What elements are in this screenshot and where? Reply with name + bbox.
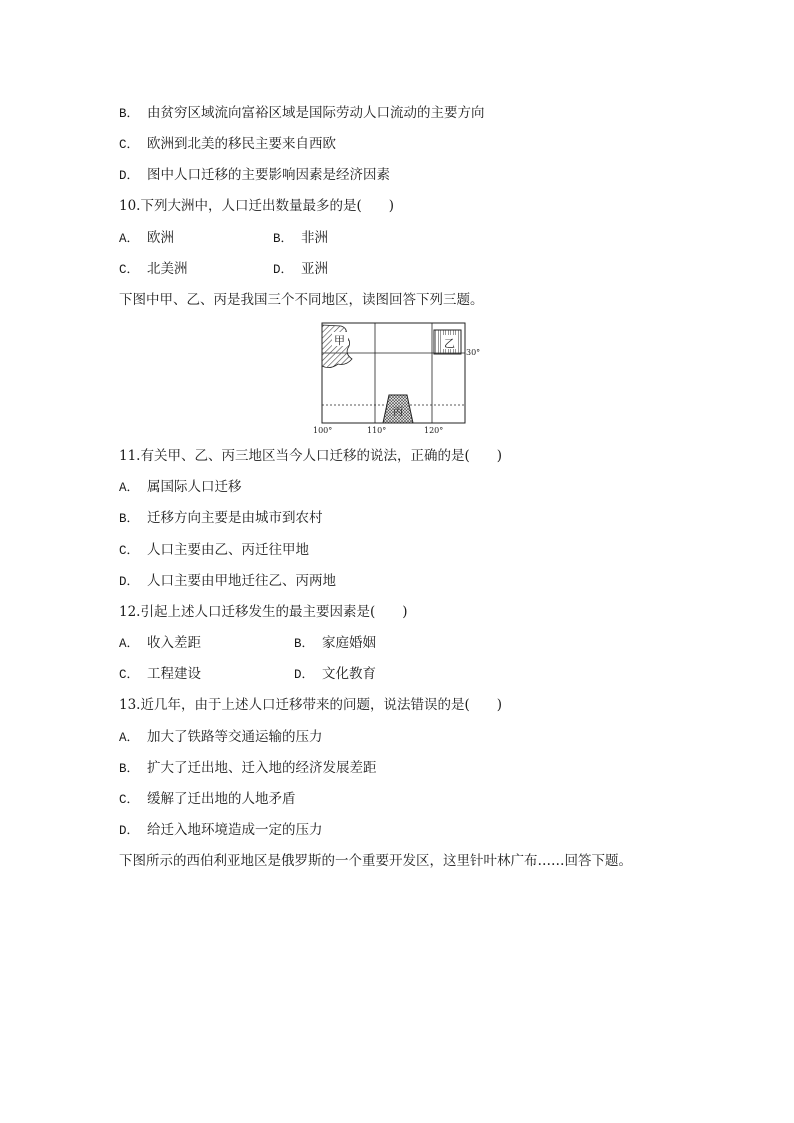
label-jia: 甲 <box>334 334 345 347</box>
option-letter: B． <box>294 637 315 651</box>
q10-option-a <box>119 229 174 248</box>
option-text: 扩大了迁出地、迁入地的经济发展差距 <box>147 760 377 776</box>
intro-11-13: 下图中甲、乙、丙是我国三个不同地区，读图回答下列三题。 <box>119 292 484 308</box>
option-letter: D． <box>294 668 315 682</box>
option-text: 收入差距 <box>147 635 201 651</box>
q11-option-b <box>119 509 323 528</box>
q12-option-d <box>294 665 376 684</box>
option-text: 家庭婚姻 <box>322 635 376 651</box>
option-letter: D． <box>119 169 140 183</box>
option-letter: A． <box>119 232 140 246</box>
option-text: 文化教育 <box>322 666 376 682</box>
option-text: 迁移方向主要是由城市到农村 <box>147 510 323 526</box>
option-letter: B． <box>273 232 294 246</box>
q12-option-c <box>119 665 201 684</box>
option-text: 图中人口迁移的主要影响因素是经济因素 <box>147 167 390 183</box>
option-letter: C． <box>119 138 140 152</box>
option-text: 由贫穷区域流向富裕区域是国际劳动人口流动的主要方向 <box>147 105 485 121</box>
lat-label: 30° <box>466 348 481 357</box>
lon-label-110: 110° <box>367 426 387 435</box>
label-bing: 丙 <box>393 407 403 418</box>
option-text: 加大了铁路等交通运输的压力 <box>147 729 323 745</box>
option-letter: C． <box>119 263 140 277</box>
option-letter: C． <box>119 668 140 682</box>
option-text: 欧洲到北美的移民主要来自西欧 <box>147 136 336 152</box>
q10-stem: 10.下列大洲中，人口迁出数量最多的是( ) <box>119 198 395 214</box>
option-letter: D． <box>119 824 140 838</box>
q11-option-d <box>119 572 336 591</box>
q9-option-b <box>119 104 485 123</box>
q9-option-d <box>119 166 390 185</box>
q11-stem: 11.有关甲、乙、丙三地区当今人口迁移的说法，正确的是( ) <box>119 448 503 464</box>
intro-next-question: 下图所示的西伯利亚地区是俄罗斯的一个重要开发区，这里针叶林广布……回答下题。 <box>119 853 632 869</box>
q11-option-a <box>119 478 242 497</box>
q13-option-a <box>119 728 323 747</box>
option-letter: C． <box>119 544 140 558</box>
option-text: 缓解了迁出地的人地矛盾 <box>147 791 296 807</box>
option-letter: D． <box>119 575 140 589</box>
option-letter: B． <box>119 512 140 526</box>
option-letter: A． <box>119 637 140 651</box>
lon-label-120: 120° <box>424 426 444 435</box>
option-text: 给迁入地环境造成一定的压力 <box>147 822 323 838</box>
label-yi: 乙 <box>444 337 455 350</box>
map-svg <box>308 318 488 438</box>
q13-option-c <box>119 790 296 809</box>
option-text: 人口主要由乙、丙迁往甲地 <box>147 542 309 558</box>
option-letter: B． <box>119 107 140 121</box>
option-text: 北美洲 <box>147 261 188 277</box>
q12-option-b <box>294 634 376 653</box>
q12-option-a <box>119 634 201 653</box>
option-letter: A． <box>119 731 140 745</box>
option-letter: C． <box>119 793 140 807</box>
option-text: 属国际人口迁移 <box>147 479 242 495</box>
q10-option-b <box>273 229 328 248</box>
option-text: 亚洲 <box>301 261 328 277</box>
q10-option-d <box>273 260 328 279</box>
option-letter: D． <box>273 263 294 277</box>
q13-option-d <box>119 821 323 840</box>
q10-option-c <box>119 260 188 279</box>
option-letter: B． <box>119 762 140 776</box>
china-region-map <box>308 318 488 438</box>
q12-stem: 12.引起上述人口迁移发生的最主要因素是( ) <box>119 604 408 620</box>
q13-stem: 13.近几年，由于上述人口迁移带来的问题，说法错误的是( ) <box>119 697 503 713</box>
option-text: 工程建设 <box>147 666 201 682</box>
option-letter: A． <box>119 481 140 495</box>
lon-label-100: 100° <box>313 426 333 435</box>
q9-option-c <box>119 135 336 154</box>
option-text: 人口主要由甲地迁往乙、丙两地 <box>147 573 336 589</box>
q13-option-b <box>119 759 377 778</box>
option-text: 非洲 <box>301 230 328 246</box>
q11-option-c <box>119 541 309 560</box>
option-text: 欧洲 <box>147 230 174 246</box>
